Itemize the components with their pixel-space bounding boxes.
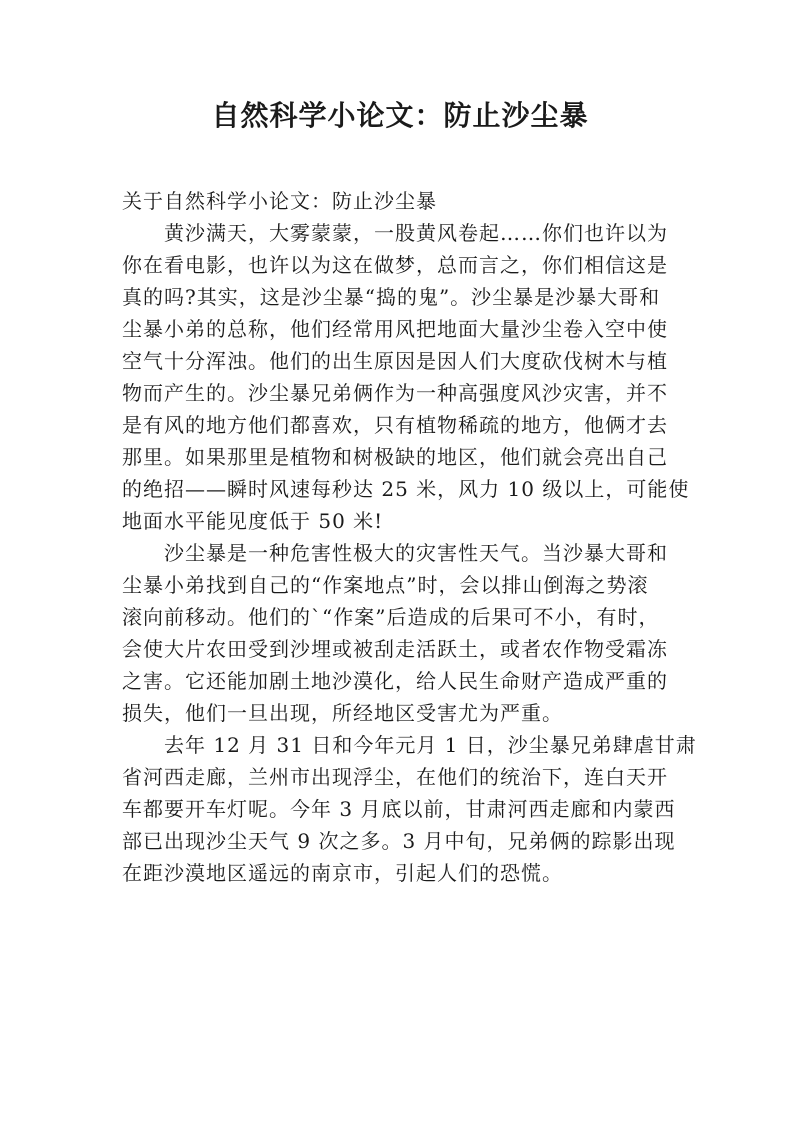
paragraph-line: 尘暴小弟找到自己的“作案地点”时，会以排山倒海之势滚 [122, 573, 649, 597]
paragraph-line: 尘暴小弟的总称，他们经常用风把地面大量沙尘卷入空中使 [122, 317, 668, 341]
paragraph-line: 沙尘暴是一种危害性极大的灾害性天气。当沙暴大哥和 [164, 541, 668, 565]
paragraph-line: 会使大片农田受到沙埋或被刮走活跃土，或者农作物受霜冻 [122, 637, 668, 661]
paragraph-line: 你在看电影，也许以为这在做梦，总而言之，你们相信这是 [122, 253, 668, 277]
paragraph-line: 去年 12 月 31 日和今年元月 1 日，沙尘暴兄弟肆虐甘肃 [164, 733, 697, 757]
paragraph-line: 地面水平能见度低于 50 米! [122, 509, 384, 533]
paragraph-line: 在距沙漠地区遥远的南京市，引起人们的恐慌。 [122, 861, 563, 885]
paragraph-line: 之害。它还能加剧土地沙漠化，给人民生命财产造成严重的 [122, 669, 668, 693]
paragraph-line: 损失，他们一旦出现，所经地区受害尤为严重。 [122, 701, 563, 725]
paragraph-line: 空气十分浑浊。他们的出生原因是因人们大度砍伐树木与植 [122, 349, 668, 373]
paragraph-line: 那里。如果那里是植物和树极缺的地区，他们就会亮出自己 [122, 445, 668, 469]
paragraph-line: 是有风的地方他们都喜欢，只有植物稀疏的地方，他俩才去 [122, 413, 668, 437]
paragraph-2 [122, 537, 682, 729]
document-title: 自然科学小论文：防止沙尘暴 [211, 99, 589, 132]
paragraph-line: 黄沙满天，大雾蒙蒙，一股黄风卷起……你们也许以为 [164, 221, 668, 245]
paragraph-line: 滚向前移动。他们的`“作案”后造成的后果可不小，有时， [122, 605, 660, 629]
subtitle-line: 关于自然科学小论文：防止沙尘暴 [122, 189, 437, 213]
paragraph-3 [122, 729, 697, 889]
paragraph-line: 真的吗?其实，这是沙尘暴“捣的鬼”。沙尘暴是沙暴大哥和 [122, 285, 661, 309]
paragraph-line: 物而产生的。沙尘暴兄弟俩作为一种高强度风沙灾害，并不 [122, 381, 668, 405]
paragraph-line: 省河西走廊，兰州市出现浮尘，在他们的统治下，连白天开 [122, 765, 668, 789]
document-body [122, 185, 697, 889]
paragraph-line: 部已出现沙尘天气 9 次之多。3 月中旬，兄弟俩的踪影出现 [122, 829, 676, 853]
paragraph-line: 车都要开车灯呢。今年 3 月底以前，甘肃河西走廊和内蒙西 [122, 797, 676, 821]
paragraph-1 [122, 217, 690, 537]
paragraph-line: 的绝招——瞬时风速每秒达 25 米，风力 10 级以上，可能使 [122, 477, 690, 501]
